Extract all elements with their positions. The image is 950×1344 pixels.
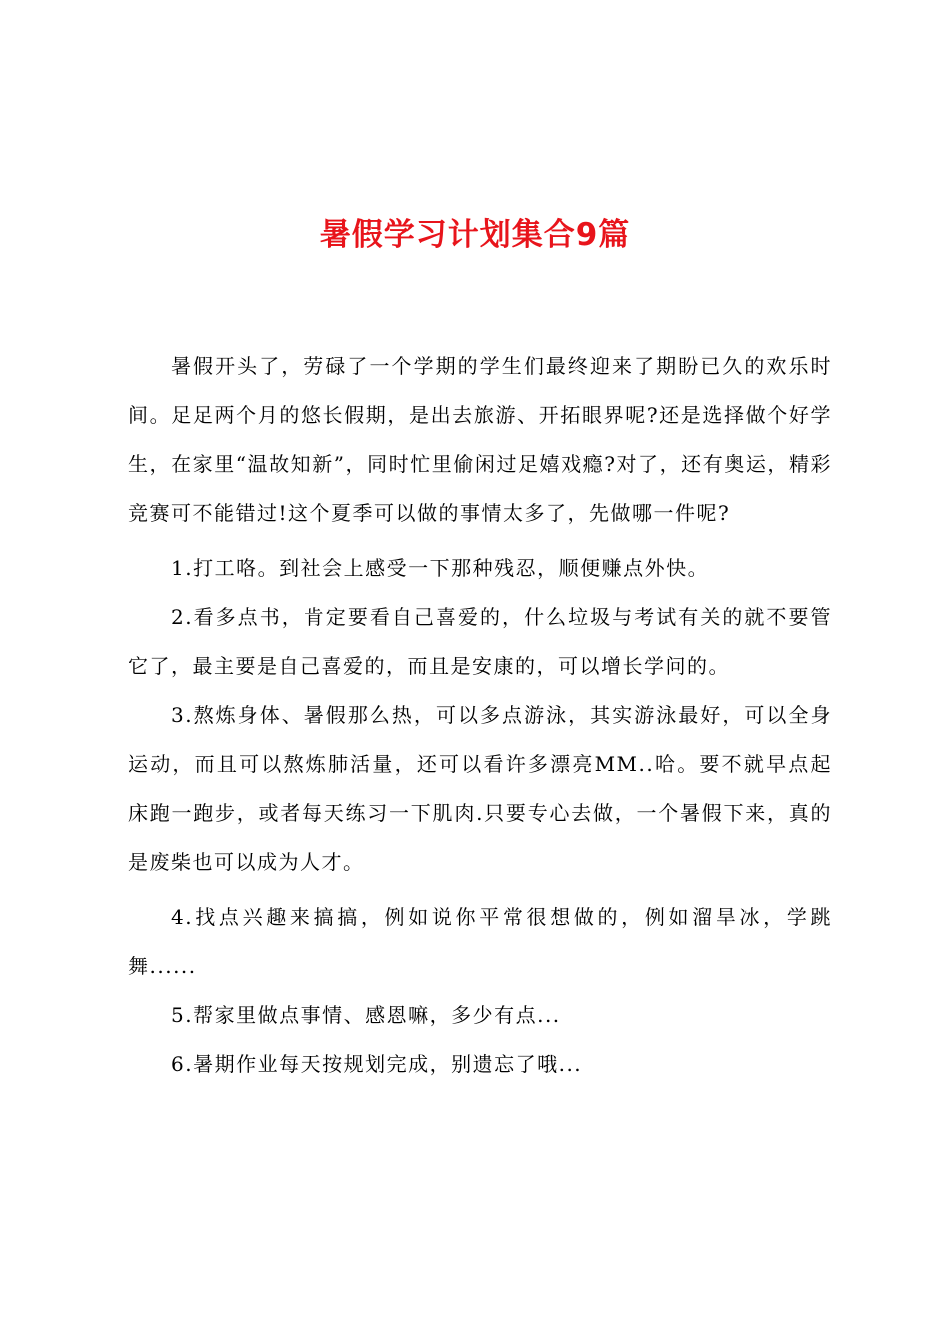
paragraph-item-6: 6.暑期作业每天按规划完成，别遗忘了哦... <box>171 1052 583 1076</box>
paragraph-item-1: 1.打工咯。到社会上感受一下那种残忍，顺便赚点外快。 <box>171 556 710 580</box>
paragraph-item-5: 5.帮家里做点事情、感恩嘛，多少有点... <box>171 1003 561 1027</box>
document-body <box>128 342 832 1089</box>
paragraph-intro: 暑假开头了，劳碌了一个学期的学生们最终迎来了期盼已久的欢乐时间。足足两个月的悠长假期，是出去旅游、开拓眼界呢?还是选择做个好学生，在家里“温故知新”，同时忙里偷闲过足嬉戏瘾?对了，还有奥运，精彩竞赛可不能错过!这个夏季可以做的事情太多了，先做哪一件呢? <box>128 354 832 525</box>
paragraph-item-4: 4.找点兴趣来搞搞，例如说你平常很想做的，例如溜旱冰，学跳舞...... <box>128 905 832 978</box>
document-title: 暑假学习计划集合9篇 <box>319 217 631 253</box>
paragraph-item-2: 2.看多点书，肯定要看自己喜爱的，什么垃圾与考试有关的就不要管它了，最主要是自己喜爱的，而且是安康的，可以增长学问的。 <box>128 605 832 678</box>
paragraph-item-3: 3.熬炼身体、暑假那么热，可以多点游泳，其实游泳最好，可以全身运动，而且可以熬炼肺活量，还可以看许多漂亮MM..哈。要不就早点起床跑一跑步，或者每天练习一下肌肉.只要专心去做，一个暑假下来，真的是废柴也可以成为人才。 <box>128 703 832 874</box>
